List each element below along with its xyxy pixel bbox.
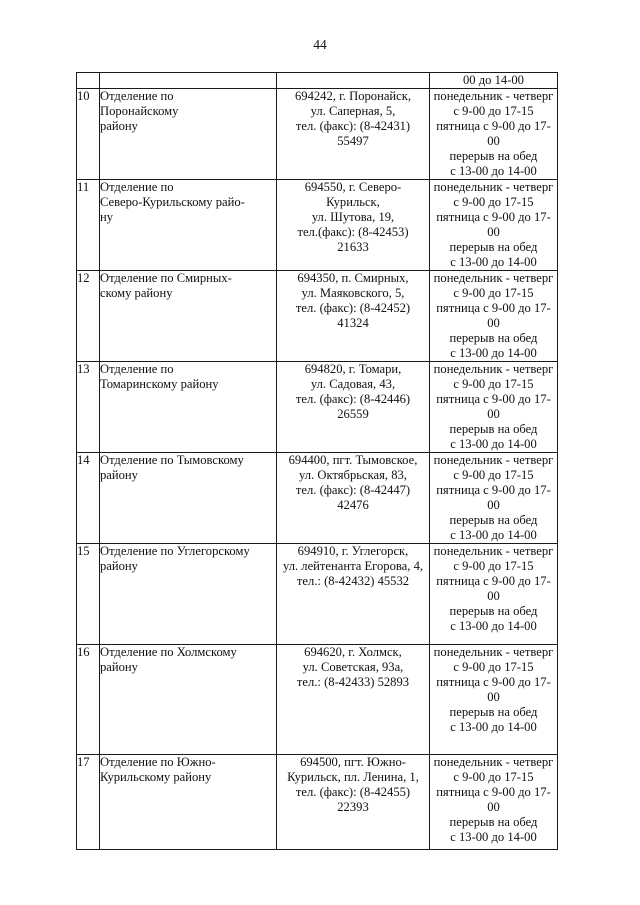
address-line: тел. (факс): (8-42452): [295, 301, 411, 315]
working-hours-cell: [430, 89, 558, 180]
table-row: [77, 645, 558, 755]
working-hours-line: с 13-00 до 14-00: [450, 720, 537, 734]
department-name-cell: [100, 89, 277, 180]
working-hours-line: пятница с 9-00 до 17-: [436, 301, 551, 315]
working-hours-line: перерыв на обед: [449, 815, 538, 829]
working-hours-line: перерыв на обед: [449, 149, 538, 163]
working-hours-line: с 9-00 до 17-15: [453, 286, 534, 300]
working-hours-line: с 9-00 до 17-15: [453, 770, 534, 784]
address-line: ул. Садовая, 43,: [310, 377, 396, 391]
address-line: Курильск, пл. Ленина, 1,: [287, 770, 419, 784]
working-hours-line: с 13-00 до 14-00: [450, 619, 537, 633]
working-hours-line: понедельник - четверг: [433, 271, 554, 285]
row-number: 17: [77, 755, 90, 769]
address-line: ул. Октябрьская, 83,: [299, 468, 407, 482]
address-line: 694550, г. Северо-: [304, 180, 402, 194]
row-number-cell: [77, 453, 100, 544]
branch-offices-table: [76, 72, 558, 850]
working-hours-line: пятница с 9-00 до 17-: [436, 483, 551, 497]
address-cell: [277, 645, 430, 755]
working-hours-line: с 13-00 до 14-00: [450, 528, 537, 542]
working-hours-line: пятница с 9-00 до 17-: [436, 392, 551, 406]
row-number: 16: [77, 645, 90, 659]
working-hours-cell: [430, 180, 558, 271]
table-row: [77, 755, 558, 850]
address-line: тел.(факс): (8-42453): [297, 225, 409, 239]
working-hours-line: понедельник - четверг: [433, 755, 554, 769]
address-line: тел.: (8-42433) 52893: [296, 675, 410, 689]
row-number-cell: [77, 89, 100, 180]
address-line: ул. лейтенанта Егорова, 4,: [282, 559, 424, 573]
address-line: 55497: [337, 134, 369, 148]
row-number-cell: [77, 544, 100, 645]
department-name-line: Отделение по Холмскому: [100, 645, 237, 659]
department-name-line: району: [100, 559, 138, 573]
working-hours-line: с 13-00 до 14-00: [450, 830, 537, 844]
working-hours-line: с 9-00 до 17-15: [453, 195, 534, 209]
address-cell: [277, 89, 430, 180]
working-hours-line: 00: [487, 225, 500, 239]
table-row: [77, 544, 558, 645]
working-hours-line: с 9-00 до 17-15: [453, 559, 534, 573]
department-name-line: району: [100, 119, 138, 133]
working-hours-line: пятница с 9-00 до 17-: [436, 210, 551, 224]
working-hours-cell: [430, 755, 558, 850]
address-line: 694500, пгт. Южно-: [300, 755, 406, 769]
department-name-line: району: [100, 660, 138, 674]
row-number: 10: [77, 89, 90, 103]
working-hours-line: перерыв на обед: [449, 331, 538, 345]
address-line: тел. (факс): (8-42447): [295, 483, 411, 497]
address-cell: [277, 755, 430, 850]
address-line: ул. Шутова, 19,: [311, 210, 395, 224]
working-hours-line: перерыв на обед: [449, 422, 538, 436]
row-number-cell: [77, 755, 100, 850]
continuation-row: [77, 73, 558, 89]
address-line: 26559: [337, 407, 369, 421]
address-line: 694242, г. Поронайск,: [294, 89, 412, 103]
address-line: тел. (факс): (8-42455): [295, 785, 411, 799]
page-number: 44: [313, 37, 327, 52]
department-name-line: Отделение по: [100, 180, 174, 194]
working-hours-line: пятница с 9-00 до 17-: [436, 675, 551, 689]
working-hours-cell: [430, 544, 558, 645]
row-number-cell: [77, 362, 100, 453]
department-name-line: Томаринскому району: [100, 377, 219, 391]
continuation-name-cell: [100, 73, 277, 89]
row-number: 13: [77, 362, 90, 376]
table-row: [77, 453, 558, 544]
department-name-line: Северо-Курильскому райо-: [100, 195, 245, 209]
continuation-num-cell: [77, 73, 100, 89]
continuation-hours-text: 00 до 14-00: [463, 73, 524, 87]
address-cell: [277, 180, 430, 271]
department-name-cell: [100, 453, 277, 544]
row-number: 11: [77, 180, 90, 194]
continuation-hours-cell: [430, 73, 558, 89]
address-line: тел. (факс): (8-42431): [295, 119, 411, 133]
working-hours-line: понедельник - четверг: [433, 645, 554, 659]
address-line: ул. Советская, 93а,: [302, 660, 404, 674]
working-hours-line: понедельник - четверг: [433, 453, 554, 467]
department-name-line: ну: [100, 210, 114, 224]
department-name-line: Отделение по Смирных-: [100, 271, 232, 285]
address-line: 694910, г. Углегорск,: [297, 544, 409, 558]
working-hours-line: понедельник - четверг: [433, 362, 554, 376]
working-hours-line: с 9-00 до 17-15: [453, 660, 534, 674]
working-hours-line: 00: [487, 407, 500, 421]
working-hours-line: с 9-00 до 17-15: [453, 104, 534, 118]
department-name-cell: [100, 755, 277, 850]
row-number-cell: [77, 271, 100, 362]
working-hours-line: пятница с 9-00 до 17-: [436, 574, 551, 588]
department-name-line: Отделение по Южно-: [100, 755, 216, 769]
address-line: ул. Маяковского, 5,: [301, 286, 405, 300]
working-hours-line: с 13-00 до 14-00: [450, 255, 537, 269]
working-hours-line: 00: [487, 800, 500, 814]
working-hours-line: с 13-00 до 14-00: [450, 437, 537, 451]
address-line: 694350, п. Смирных,: [297, 271, 409, 285]
department-name-cell: [100, 544, 277, 645]
address-line: 42476: [337, 498, 369, 512]
working-hours-cell: [430, 453, 558, 544]
working-hours-line: перерыв на обед: [449, 705, 538, 719]
working-hours-line: 00: [487, 690, 500, 704]
working-hours-line: 00: [487, 498, 500, 512]
working-hours-line: с 13-00 до 14-00: [450, 346, 537, 360]
department-name-line: Отделение по: [100, 89, 174, 103]
address-cell: [277, 271, 430, 362]
working-hours-line: понедельник - четверг: [433, 180, 554, 194]
row-number-cell: [77, 180, 100, 271]
working-hours-cell: [430, 645, 558, 755]
row-number: 15: [77, 544, 90, 558]
department-name-cell: [100, 362, 277, 453]
working-hours-cell: [430, 271, 558, 362]
working-hours-line: с 9-00 до 17-15: [453, 377, 534, 391]
working-hours-cell: [430, 362, 558, 453]
department-name-cell: [100, 271, 277, 362]
table-row: [77, 271, 558, 362]
address-cell: [277, 544, 430, 645]
table-row: [77, 89, 558, 180]
continuation-address-cell: [277, 73, 430, 89]
working-hours-line: перерыв на обед: [449, 604, 538, 618]
address-line: 21633: [337, 240, 369, 254]
department-name-line: Курильскому району: [100, 770, 212, 784]
working-hours-line: с 9-00 до 17-15: [453, 468, 534, 482]
row-number: 14: [77, 453, 90, 467]
working-hours-line: понедельник - четверг: [433, 89, 554, 103]
working-hours-line: 00: [487, 589, 500, 603]
department-name-line: скому району: [100, 286, 173, 300]
department-name-line: району: [100, 468, 138, 482]
department-name-cell: [100, 645, 277, 755]
address-line: Курильск,: [326, 195, 380, 209]
working-hours-line: понедельник - четверг: [433, 544, 554, 558]
department-name-line: Отделение по Углегорскому: [100, 544, 250, 558]
row-number-cell: [77, 645, 100, 755]
table-row: [77, 362, 558, 453]
working-hours-line: пятница с 9-00 до 17-: [436, 785, 551, 799]
department-name-cell: [100, 180, 277, 271]
department-name-line: Отделение по Тымовскому: [100, 453, 244, 467]
department-name-line: Поронайскому: [100, 104, 179, 118]
address-line: ул. Саперная, 5,: [310, 104, 396, 118]
address-cell: [277, 362, 430, 453]
working-hours-line: 00: [487, 134, 500, 148]
working-hours-line: перерыв на обед: [449, 513, 538, 527]
working-hours-line: 00: [487, 316, 500, 330]
working-hours-line: пятница с 9-00 до 17-: [436, 119, 551, 133]
address-line: 22393: [337, 800, 369, 814]
address-line: тел.: (8-42432) 45532: [296, 574, 410, 588]
row-number: 12: [77, 271, 90, 285]
address-line: тел. (факс): (8-42446): [295, 392, 411, 406]
address-line: 694620, г. Холмск,: [304, 645, 402, 659]
address-cell: [277, 453, 430, 544]
working-hours-line: с 13-00 до 14-00: [450, 164, 537, 178]
department-name-line: Отделение по: [100, 362, 174, 376]
working-hours-line: перерыв на обед: [449, 240, 538, 254]
address-line: 694820, г. Томари,: [304, 362, 402, 376]
table-row: [77, 180, 558, 271]
address-line: 41324: [337, 316, 369, 330]
address-line: 694400, пгт. Тымовское,: [288, 453, 418, 467]
